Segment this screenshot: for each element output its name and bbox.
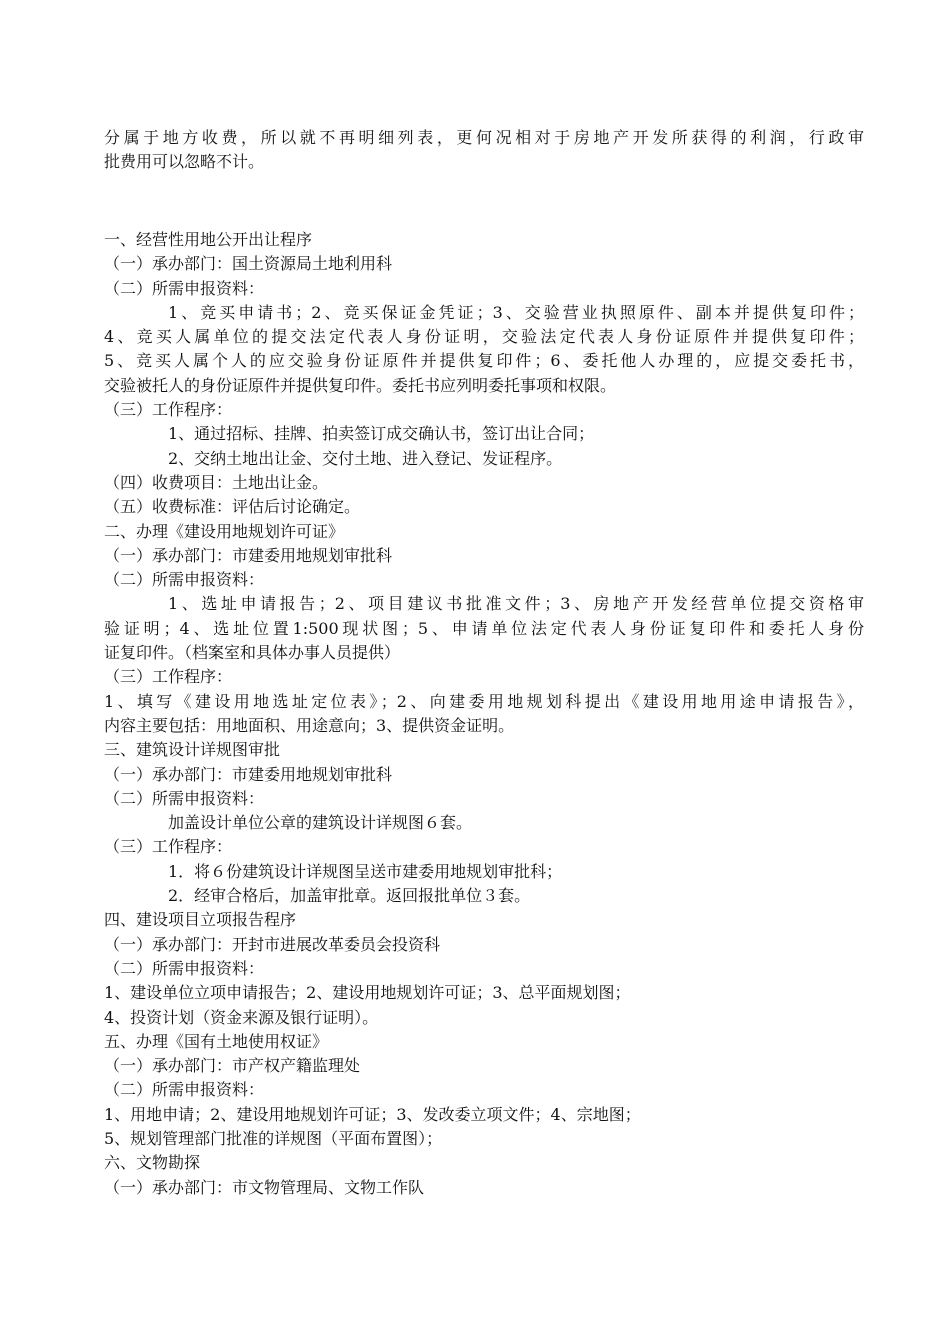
text-line: 二、办理《建设用地规划许可证》 [104, 521, 345, 541]
text-line: （一）承办部门：开封市进展改革委员会投资科 [104, 934, 441, 954]
text-line: （一）承办部门：市产权产籍监理处 [104, 1056, 361, 1076]
text-line: （二）所需申报资料： [104, 788, 265, 808]
text-line: 1、填写《建设用地选址定位表》；2、向建委用地规划科提出《建设用地用途申请报告》， [104, 691, 864, 711]
text-line: 四、建设项目立项报告程序 [104, 910, 297, 930]
text-line: （二）所需申报资料： [104, 1080, 265, 1100]
text-line: 2、交纳土地出让金、交付土地、进入登记、发证程序。 [168, 448, 563, 468]
text-line: 内容主要包括：用地面积、用途意向；3、提供资金证明。 [104, 715, 515, 735]
text-line: 五、办理《国有土地使用权证》 [104, 1031, 329, 1051]
text-line: 加盖设计单位公章的建筑设计详规图６套。 [168, 813, 473, 833]
text-line: 证复印件。（档案室和具体办事人员提供） [104, 643, 401, 663]
text-line: 1、选址申请报告；2、项目建议书批准文件；3、房地产开发经营单位提交资格审 [168, 594, 864, 614]
text-line: （三）工作程序： [104, 400, 233, 420]
text-line: （一）承办部门：国土资源局土地利用科 [104, 254, 393, 274]
text-line: （一）承办部门：市建委用地规划审批科 [104, 764, 393, 784]
text-line: 一、经营性用地公开出让程序 [104, 230, 313, 249]
text-line: （一）承办部门：市建委用地规划审批科 [104, 545, 393, 565]
text-line: 5、规划管理部门批准的详规图（平面布置图）； [104, 1128, 443, 1148]
text-line: （二）所需申报资料： [104, 278, 265, 298]
text-line: 4、投资计划（资金来源及银行证明）。 [104, 1007, 379, 1027]
text-line: 1、用地申请；2、建设用地规划许可证；3、发改委立项文件；4、宗地图； [104, 1104, 641, 1124]
intro-line: 分属于地方收费，所以就不再明细列表，更何况相对于房地产开发所获得的利润，行政审 [104, 128, 864, 147]
text-line: （四）收费项目：土地出让金。 [104, 472, 329, 492]
text-line: （三）工作程序： [104, 667, 233, 687]
text-line: 1、竞买申请书；2、竞买保证金凭证；3、交验营业执照原件、副本并提供复印件； [168, 302, 864, 322]
procedure-text [104, 228, 864, 1200]
text-line: 交验被托人的身份证原件并提供复印件。委托书应列明委托事项和权限。 [104, 375, 617, 395]
text-line: 5、竞买人属个人的应交验身份证原件并提供复印件；6、委托他人办理的，应提交委托书， [104, 351, 864, 371]
text-line: （三）工作程序： [104, 837, 233, 857]
text-line: 三、建筑设计详规图审批 [104, 740, 281, 760]
text-line: （二）所需申报资料： [104, 958, 265, 978]
text-line: （五）收费标准：评估后讨论确定。 [104, 497, 361, 517]
text-line: （二）所需申报资料： [104, 570, 265, 590]
text-line: （一）承办部门：市文物管理局、文物工作队 [104, 1177, 425, 1197]
text-line: 4、竞买人属单位的提交法定代表人身份证明，交验法定代表人身份证原件并提供复印件； [104, 327, 864, 347]
text-line: 1、通过招标、挂牌、拍卖签订成交确认书，签订出让合同； [168, 424, 595, 444]
text-line: 验证明；4、选址位置1:500现状图；5、申请单位法定代表人身份证复印件和委托人身份 [104, 618, 864, 638]
text-line: 1．将６份建筑设计详规图呈送市建委用地规划审批科； [168, 861, 563, 881]
text-line: 六、文物勘探 [104, 1153, 201, 1173]
text-line: 2．经审合格后，加盖审批章。返回报批单位３套。 [168, 886, 531, 906]
text-line: 1、建设单位立项申请报告；2、建设用地规划许可证；3、总平面规划图； [104, 983, 631, 1003]
intro-paragraph [104, 126, 864, 175]
intro-line: 批费用可以忽略不计。 [104, 152, 265, 172]
